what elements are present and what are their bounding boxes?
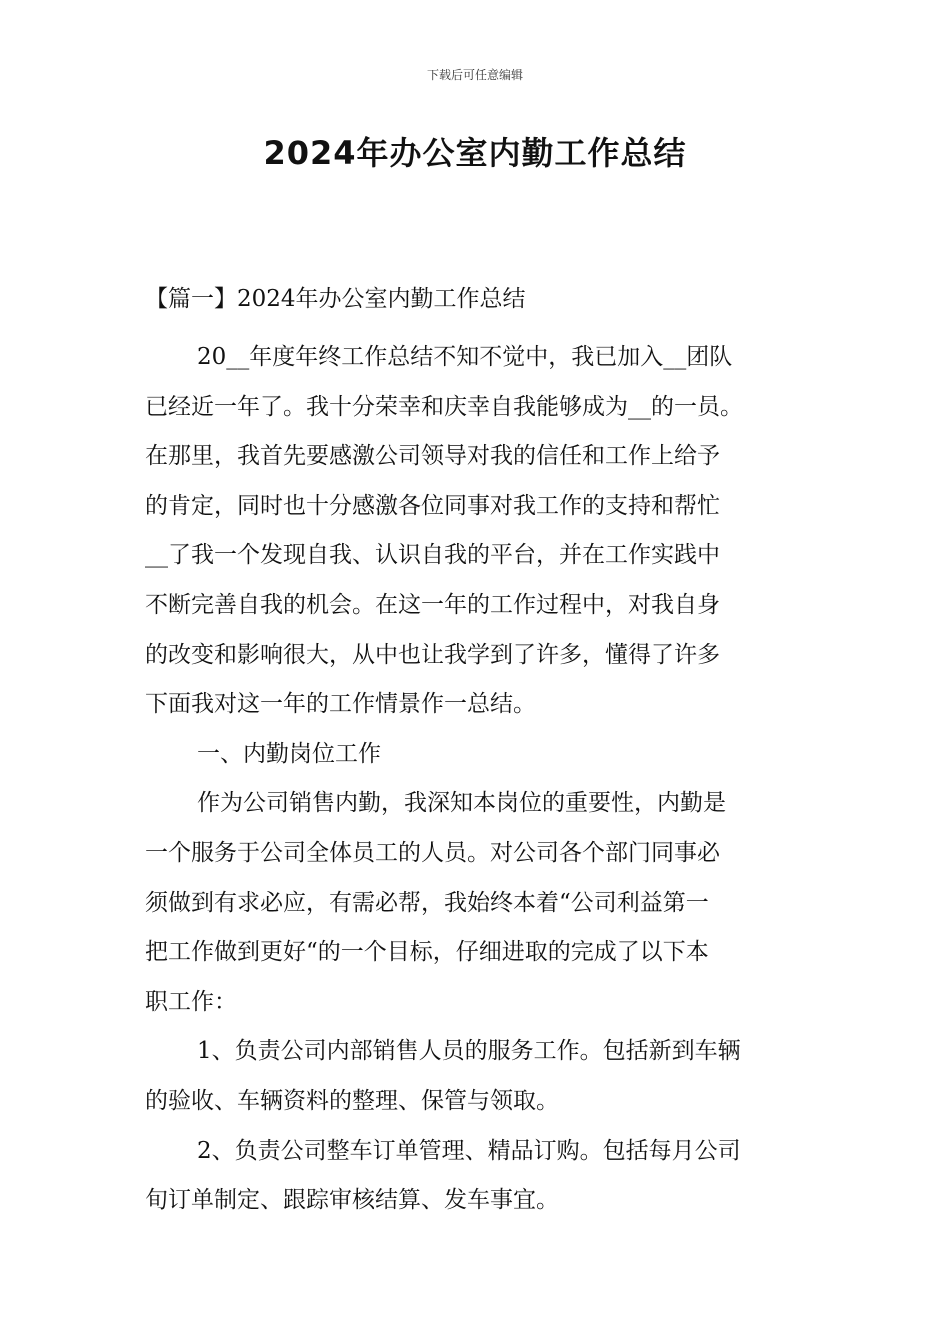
header-note: 下载后可任意编辑 [426,68,523,82]
body-text [145,333,815,1226]
text-line: 一、内勤岗位工作 [197,740,381,767]
document-body [145,283,815,1226]
text-line: 下面我对这一年的工作情景作一总结。 [145,691,536,718]
text-line: 一个服务于公司全体员工的人员。对公司各个部门同事必 [145,839,720,866]
text-line: 1、负责公司内部销售人员的服务工作。包括新到车辆 [197,1038,741,1065]
text-line: 在那里，我首先要感激公司领导对我的信任和工作上给予 [145,443,720,470]
text-line: 的肯定，同时也十分感激各位同事对我工作的支持和帮忙 [145,492,720,519]
text-line: 不断完善自我的机会。在这一年的工作过程中，对我自身 [145,591,720,618]
text-line: 旬订单制定、跟踪审核结算、发车事宜。 [145,1187,559,1214]
document-title: 2024年办公室内勤工作总结 [263,134,687,172]
text-line: __了我一个发现自我、认识自我的平台，并在工作实践中 [145,542,720,569]
text-line: 已经近一年了。我十分荣幸和庆幸自我能够成为__的一员。 [145,393,743,420]
text-line: 职工作： [145,988,237,1015]
text-line: 的验收、车辆资料的整理、保管与领取。 [145,1087,559,1114]
section-heading: 【篇一】2024年办公室内勤工作总结 [145,286,526,312]
text-line: 把工作做到更好“的一个目标，仔细进取的完成了以下本 [145,939,709,966]
text-line: 2、负责公司整车订单管理、精品订购。包括每月公司 [197,1137,741,1164]
text-line: 的改变和影响很大，从中也让我学到了许多，懂得了许多 [145,641,720,668]
text-line: 须做到有求必应，有需必帮，我始终本着“公司利益第一 [145,889,709,916]
text-line: 作为公司销售内勤，我深知本岗位的重要性，内勤是 [197,790,726,817]
text-line: 20__年度年终工作总结不知不觉中，我已加入__团队 [197,344,733,370]
